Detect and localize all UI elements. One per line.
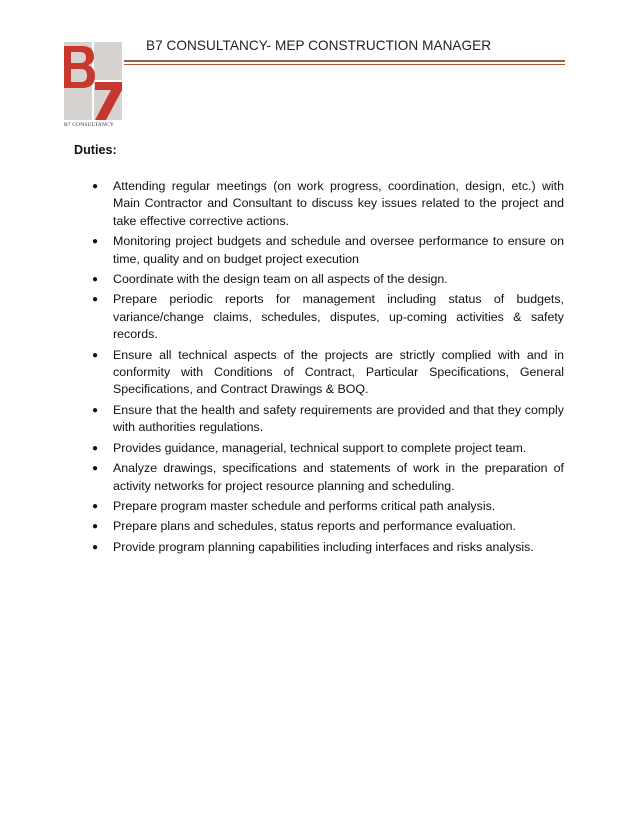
duty-item	[92, 291, 564, 343]
duties-heading: Duties:	[74, 143, 117, 157]
duty-text: Ensure all technical aspects of the projects are strictly complied with and in conformity with Conditions of Contract, Particular Specifications, General Specifications, and Contract Drawings & BOQ.	[113, 347, 564, 397]
header-divider	[124, 60, 565, 62]
bullet-icon: ●	[92, 500, 99, 512]
duty-item	[92, 460, 564, 495]
duty-text: Provide program planning capabilities including interfaces and risks analysis.	[113, 539, 534, 554]
duty-text: Analyze drawings, specifications and statements of work in the preparation of activity networks for project resource planning and scheduling.	[113, 461, 564, 493]
b7-logo-icon	[64, 42, 122, 120]
bullet-icon: ●	[92, 349, 99, 361]
bullet-icon: ●	[92, 442, 99, 454]
bullet-icon: ●	[92, 521, 99, 533]
bullet-icon: ●	[92, 236, 99, 248]
duty-item	[92, 178, 564, 230]
bullet-icon: ●	[92, 294, 99, 306]
duty-text: Coordinate with the design team on all aspects of the design.	[113, 272, 448, 287]
duties-list	[92, 178, 564, 559]
logo-caption: B7 CONSULTANCY	[64, 122, 115, 128]
bullet-icon: ●	[92, 181, 99, 192]
bullet-icon: ●	[92, 404, 99, 416]
duty-item	[92, 518, 564, 535]
bullet-icon: ●	[92, 541, 99, 553]
bullet-icon: ●	[92, 274, 99, 286]
duty-text: Prepare periodic reports for management including status of budgets, variance/change claims, schedules, disputes, up-coming activities & safety records.	[113, 292, 564, 342]
duty-item	[92, 539, 564, 556]
duty-text: Attending regular meetings (on work progress, coordination, design, etc.) with Main Contractor and Consultant to discuss key issues related to the project and take effective corrective actions.	[113, 179, 564, 228]
duty-text: Monitoring project budgets and schedule and oversee performance to ensure on time, quality and on budget project execution	[113, 234, 564, 266]
duty-item	[92, 233, 564, 268]
duty-item	[92, 347, 564, 399]
duty-text: Provides guidance, managerial, technical support to complete project team.	[113, 440, 527, 455]
header-divider-thin	[124, 64, 565, 65]
company-logo	[64, 42, 122, 132]
bullet-icon: ●	[92, 463, 99, 475]
duty-item	[92, 402, 564, 437]
duty-item	[92, 498, 564, 515]
document-header-title: B7 CONSULTANCY- MEP CONSTRUCTION MANAGER	[146, 38, 492, 53]
duty-item	[92, 271, 564, 288]
duty-item	[92, 440, 564, 457]
duty-text: Prepare plans and schedules, status reports and performance evaluation.	[113, 519, 516, 534]
duty-text: Prepare program master schedule and performs critical path analysis.	[113, 498, 496, 513]
duty-text: Ensure that the health and safety requirements are provided and that they comply with authorities regulations.	[113, 402, 564, 435]
